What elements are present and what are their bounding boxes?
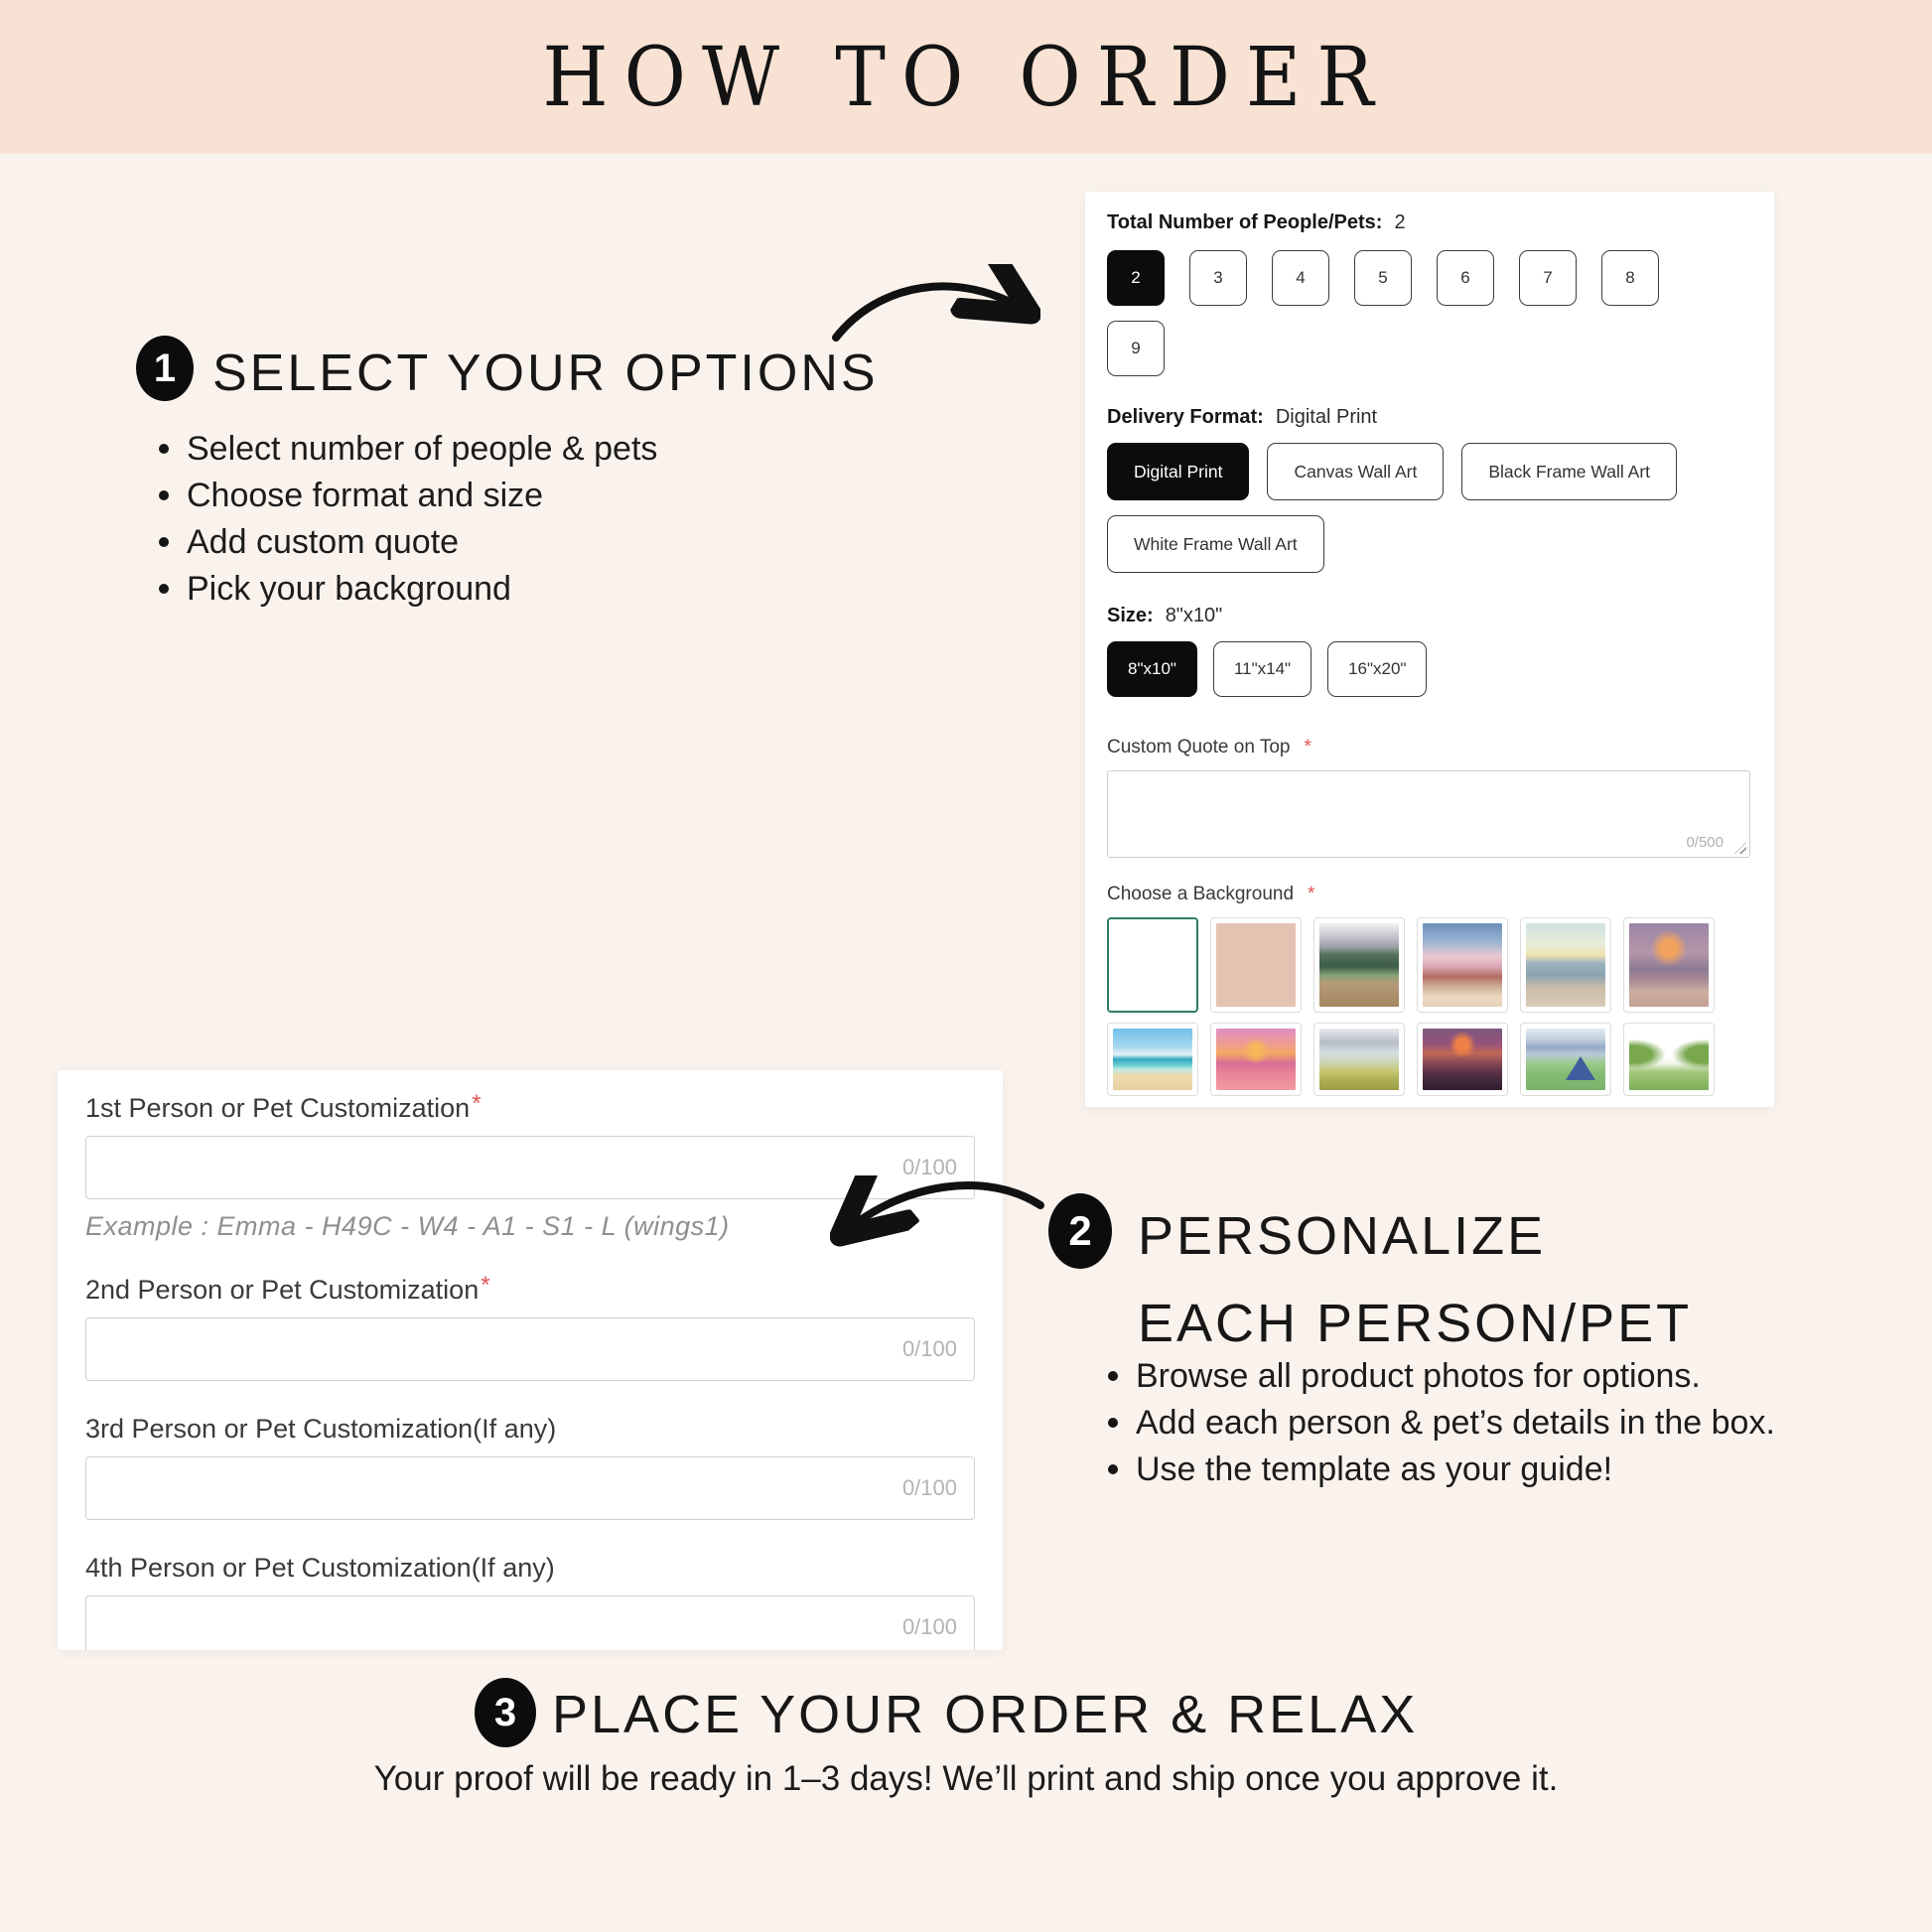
people-option-7[interactable]: 7 [1519, 250, 1577, 306]
custom-quote-row [1107, 737, 1752, 759]
quote-char-counter: 0/500 [1686, 834, 1724, 851]
step-2-bullet-list [1108, 1356, 1775, 1496]
step-2-title-line-1: PERSONALIZE [1138, 1206, 1547, 1266]
background-thumbnail-camping-tent[interactable] [1520, 1023, 1611, 1096]
field-4th-person [85, 1595, 975, 1650]
custom-quote-input[interactable] [1108, 771, 1749, 857]
size-option-11x14[interactable]: 11"x14" [1213, 641, 1311, 697]
field-label-3rd-person: 3rd Person or Pet Customization(If any) [85, 1414, 557, 1444]
field-counter: 0/100 [901, 1155, 957, 1179]
required-asterisk: * [472, 1090, 482, 1117]
people-count-label: Total Number of People/Pets: [1107, 211, 1383, 233]
bullet-item: Add each person & pet’s details in the box. [1108, 1403, 1775, 1449]
curved-arrow-right-icon [830, 264, 1040, 347]
delivery-format-value: Digital Print [1275, 406, 1378, 428]
size-option-8x10[interactable]: 8"x10" [1107, 641, 1197, 697]
size-row [1107, 605, 1752, 627]
people-option-3[interactable]: 3 [1189, 250, 1247, 306]
step-1-badge: 1 [136, 336, 194, 401]
field-label-2nd-person: 2nd Person or Pet Customization* [85, 1272, 490, 1305]
delivery-format-label: Delivery Format: [1107, 406, 1264, 428]
background-thumbnail-purple-sunset-dock[interactable] [1623, 917, 1715, 1013]
required-asterisk: * [1304, 737, 1311, 758]
field-input-2nd-person[interactable] [85, 1317, 975, 1381]
delivery-format-row [1107, 406, 1752, 429]
field-counter: 0/100 [901, 1614, 957, 1639]
bullet-dot-icon [1108, 1371, 1118, 1381]
bullet-dot-icon [159, 584, 169, 594]
bullet-dot-icon [159, 444, 169, 454]
delivery-format-options [1107, 443, 1754, 573]
background-thumbnail-pink-sunset-sea[interactable] [1210, 1023, 1302, 1096]
background-thumbnail-mountain-lake-meadow[interactable] [1313, 1023, 1405, 1096]
people-option-2[interactable]: 2 [1107, 250, 1165, 306]
background-row [1107, 884, 1752, 905]
background-thumbnail-blank-white[interactable] [1107, 917, 1198, 1013]
bullet-item: Select number of people & pets [159, 429, 657, 476]
step-1-title: SELECT YOUR OPTIONS [212, 345, 879, 402]
step-3-subtitle: Your proof will be ready in 1–3 days! We’ll print and ship once you approve it. [373, 1759, 1559, 1798]
field-label-1st-person: 1st Person or Pet Customization* [85, 1090, 482, 1123]
custom-quote-label: Custom Quote on Top [1107, 737, 1291, 758]
background-thumbnail-dark-sunset-mountains[interactable] [1417, 1023, 1508, 1096]
curved-arrow-left-icon [830, 1175, 1046, 1261]
background-thumbnail-park-trees[interactable] [1623, 1023, 1715, 1096]
bullet-dot-icon [1108, 1418, 1118, 1428]
background-thumbnail-lake-dock-pastel[interactable] [1520, 917, 1611, 1013]
size-value: 8"x10" [1165, 605, 1223, 626]
custom-quote-textarea[interactable] [1107, 770, 1750, 858]
background-thumbnail-beach-day[interactable] [1107, 1023, 1198, 1096]
field-input-4th-person[interactable] [85, 1595, 975, 1650]
background-thumbnail-grid [1107, 917, 1752, 1096]
customization-panel [58, 1070, 1003, 1650]
field-input-3rd-person[interactable] [85, 1456, 975, 1520]
people-count-value: 2 [1394, 211, 1406, 233]
bullet-item: Pick your background [159, 569, 657, 616]
bullet-item: Use the template as your guide! [1108, 1449, 1775, 1496]
people-option-8[interactable]: 8 [1601, 250, 1659, 306]
choose-background-label: Choose a Background [1107, 884, 1295, 904]
background-thumbnail-canyon-pink-sky[interactable] [1417, 917, 1508, 1013]
required-asterisk: * [1308, 884, 1315, 904]
required-asterisk: * [481, 1272, 490, 1299]
header-band [0, 0, 1932, 154]
field-3rd-person [85, 1456, 975, 1520]
format-option-digital-print[interactable]: Digital Print [1107, 443, 1249, 500]
bullet-item: Choose format and size [159, 476, 657, 522]
background-thumbnail-blush-solid[interactable] [1210, 917, 1302, 1013]
bullet-dot-icon [1108, 1464, 1118, 1474]
people-count-options [1107, 250, 1707, 376]
customization-example-hint: Example : Emma - H49C - W4 - A1 - S1 - L (wings1) [85, 1211, 730, 1241]
options-panel [1085, 192, 1774, 1107]
page-title: HOW TO ORDER [542, 29, 1390, 125]
bullet-item: Browse all product photos for options. [1108, 1356, 1775, 1403]
format-option-canvas-wall-art[interactable]: Canvas Wall Art [1267, 443, 1444, 500]
format-option-black-frame-wall-art[interactable]: Black Frame Wall Art [1461, 443, 1677, 500]
step-1-bullet-list [159, 429, 657, 616]
field-counter: 0/100 [901, 1336, 957, 1361]
field-2nd-person [85, 1317, 975, 1381]
step-3-badge: 3 [475, 1678, 536, 1747]
bullet-item: Add custom quote [159, 522, 657, 569]
bullet-dot-icon [159, 537, 169, 547]
people-option-6[interactable]: 6 [1437, 250, 1494, 306]
background-thumbnail-forest-boardwalk[interactable] [1313, 917, 1405, 1013]
format-option-white-frame-wall-art[interactable]: White Frame Wall Art [1107, 515, 1324, 573]
people-option-5[interactable]: 5 [1354, 250, 1412, 306]
size-label: Size: [1107, 605, 1154, 626]
size-option-16x20[interactable]: 16"x20" [1327, 641, 1427, 697]
bullet-dot-icon [159, 490, 169, 500]
people-option-4[interactable]: 4 [1272, 250, 1329, 306]
step-3-title: PLACE YOUR ORDER & RELAX [552, 1685, 1419, 1744]
field-counter: 0/100 [901, 1475, 957, 1500]
step-2-title-line-2: EACH PERSON/PET [1138, 1294, 1693, 1353]
field-label-4th-person: 4th Person or Pet Customization(If any) [85, 1553, 555, 1583]
step-2-badge: 2 [1048, 1193, 1112, 1269]
size-options [1107, 641, 1754, 697]
people-count-row [1107, 211, 1752, 234]
people-option-9[interactable]: 9 [1107, 321, 1165, 376]
